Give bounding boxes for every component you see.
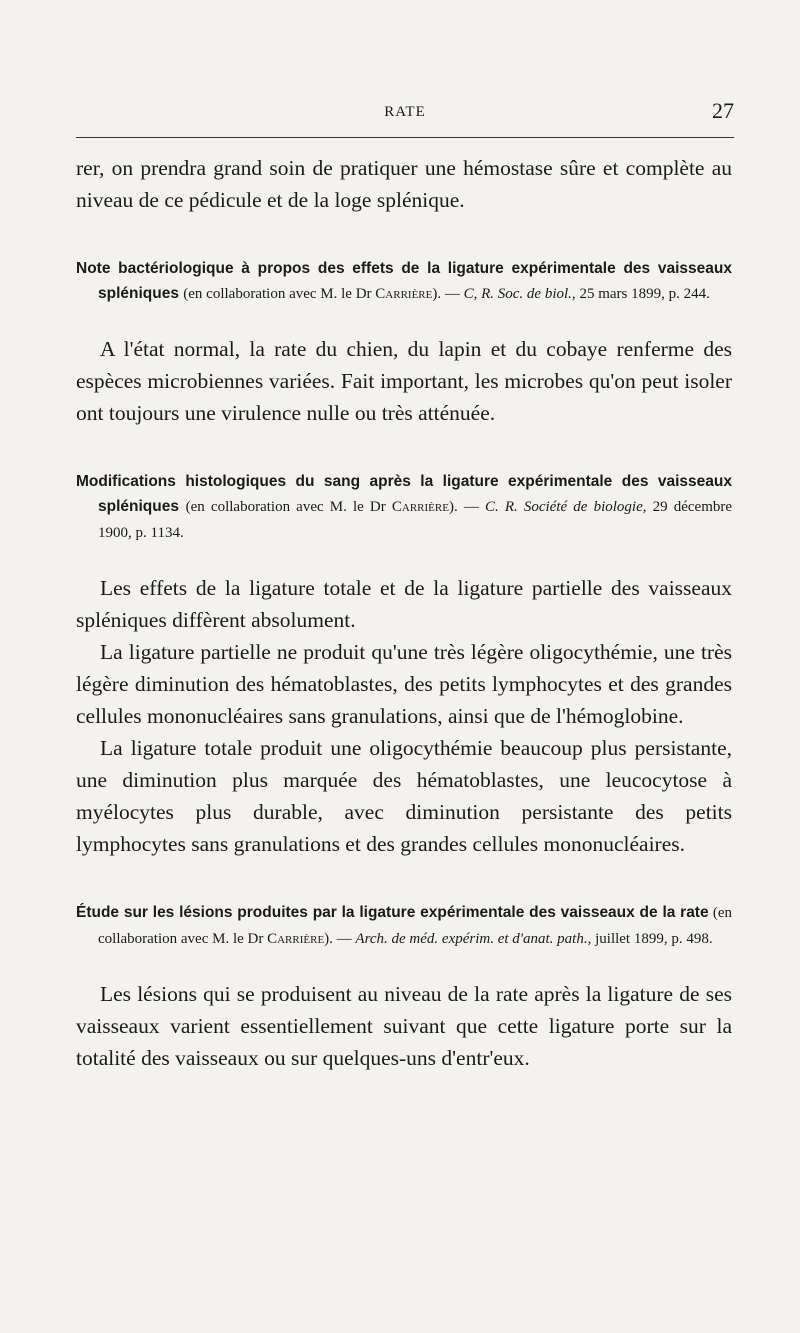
paragraph: La ligature totale produit une oligocythémie beaucoup plus persistante, une diminution plus marquée des hématoblastes, une leucocytose à myélocytes plus durable, avec diminution persistante des petits lymphocytes sans granulations et des grandes cellules mononucléaires. xyxy=(76,736,732,856)
entry-collaboration: (en collaboration avec M. le Dr xyxy=(185,499,392,515)
entry-source: C, R. Soc. de biol., xyxy=(463,286,576,302)
page-number: 27 xyxy=(712,98,734,123)
entry-heading-note-bacteriologique xyxy=(76,256,732,307)
entry-date: 25 mars 1899, p. 244. xyxy=(575,286,710,302)
collaborator-name: Carrière xyxy=(267,931,325,947)
paragraph: A l'état normal, la rate du chien, du lapin et du cobaye renferme des espèces microbiennes variées. Fait important, les microbes qu'on peut isoler ont toujours une virulence nulle ou très atténuée. xyxy=(76,337,732,425)
entry-date: juillet 1899, p. 498. xyxy=(591,931,713,947)
entry-title: Note bactériologique à propos des effets de la ligature expérimentale des vaisseaux spléniques xyxy=(76,260,732,302)
collaboration-end: ). — xyxy=(448,499,485,515)
entry-collaboration: (en collaboration avec M. le Dr xyxy=(183,286,376,302)
collaborator-name: Carrière xyxy=(391,499,449,515)
paragraph: Les effets de la ligature totale et de la ligature partielle des vaisseaux spléniques diffèrent absolument. xyxy=(76,576,732,632)
entry-date: 29 décembre 1900, p. 1134. xyxy=(98,499,733,541)
collaboration-end: ). — xyxy=(324,931,356,947)
header-rule xyxy=(76,137,734,138)
entry-title: Modifications histologiques du sang après la ligature expérimentale des vaisseaux spléniques xyxy=(76,473,732,515)
collaboration-end: ). — xyxy=(432,286,464,302)
entry-heading-etude-lesions xyxy=(76,900,732,952)
entry-source: C. R. Société de biologie, xyxy=(484,499,647,515)
entry-collaboration: (en collaboration avec M. le Dr xyxy=(98,905,732,947)
paragraph: La ligature partielle ne produit qu'une très légère oligocythémie, une très légère diminution des hématoblastes, des petits lymphocytes et des grandes cellules mononucléaires sans granulations, ainsi que de l'hémoglobine. xyxy=(76,640,732,728)
running-title: RATE xyxy=(384,104,426,120)
collaborator-name: Carrière xyxy=(375,286,433,302)
entry-heading-modifications-histologiques xyxy=(76,469,732,546)
entry-source: Arch. de méd. expérim. et d'anat. path., xyxy=(355,931,592,947)
page-body xyxy=(76,152,732,1074)
paragraph-continued: rer, on prendra grand soin de pratiquer une hémostase sûre et complète au niveau de ce pédicule et de la loge splénique. xyxy=(76,156,732,212)
entry-title: Étude sur les lésions produites par la ligature expérimentale des vaisseaux de la rate xyxy=(76,904,709,921)
page-header xyxy=(76,98,734,128)
paragraph: Les lésions qui se produisent au niveau de la rate après la ligature de ses vaisseaux varient essentiellement suivant que cette ligature porte sur la totalité des vaisseaux ou sur quelques-uns d'entr'eux. xyxy=(76,982,732,1070)
